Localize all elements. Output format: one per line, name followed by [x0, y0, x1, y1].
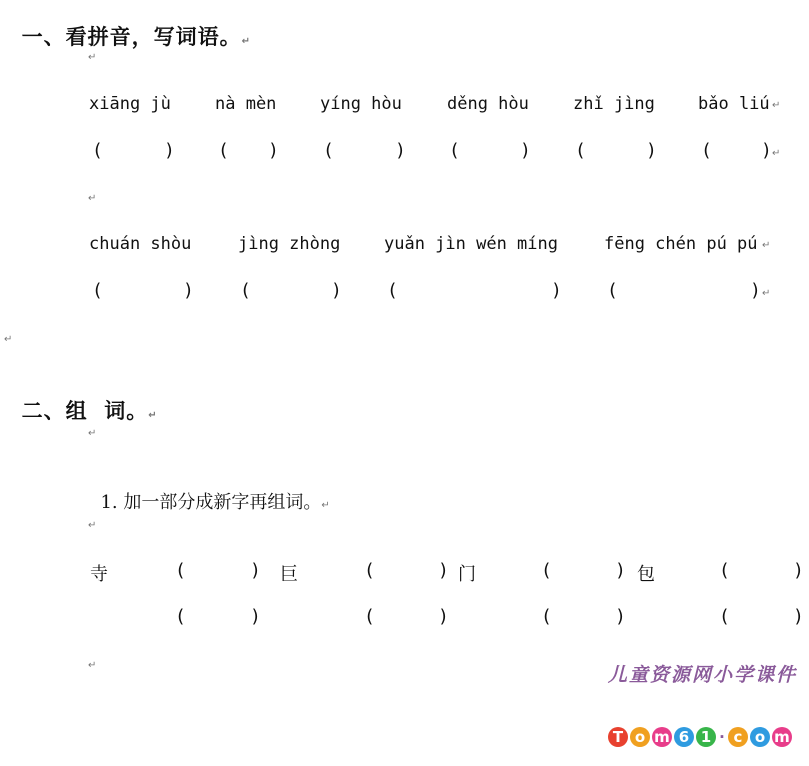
blank-close-paren: ): [520, 140, 531, 161]
watermark-letter: m: [652, 727, 672, 747]
return-mark: ↵: [4, 334, 13, 345]
blank-close-paren: ): [615, 606, 626, 627]
site-watermark-logo: [608, 622, 797, 766]
blank-close-paren: ): [438, 606, 449, 627]
watermark-letter: 6: [674, 727, 694, 747]
watermark-letter: c: [728, 727, 748, 747]
blank-close-paren: ): [551, 280, 562, 301]
base-character: 巨: [280, 564, 298, 585]
return-mark: ↵: [762, 240, 771, 251]
blank-open-paren: (: [323, 140, 334, 161]
return-mark: ↵: [772, 100, 781, 111]
blank-close-paren: ): [793, 560, 804, 581]
return-mark: ↵: [88, 193, 97, 204]
blank-open-paren: (: [92, 280, 103, 301]
blank-open-paren: (: [719, 606, 730, 627]
blank-close-paren: ): [750, 280, 761, 301]
return-mark: ↵: [148, 410, 158, 421]
blank-open-paren: (: [387, 280, 398, 301]
section2-heading-text: 二、组 词。: [21, 398, 149, 423]
blank-open-paren: (: [541, 560, 552, 581]
blank-close-paren: ): [615, 560, 626, 581]
blank-close-paren: ): [438, 560, 449, 581]
blank-open-paren: (: [701, 140, 712, 161]
blank-open-paren: (: [607, 280, 618, 301]
base-character: 门: [458, 564, 476, 585]
return-mark: ↵: [762, 288, 771, 299]
return-mark: ↵: [88, 520, 97, 531]
blank-open-paren: (: [175, 606, 186, 627]
blank-close-paren: ): [761, 140, 772, 161]
blank-close-paren: ): [395, 140, 406, 161]
watermark-title: 儿童资源网小学课件: [608, 664, 798, 686]
blank-open-paren: (: [218, 140, 229, 161]
pinyin-item: děng hòu: [447, 94, 529, 114]
return-mark: ↵: [241, 36, 252, 47]
blank-open-paren: (: [449, 140, 460, 161]
pinyin-item: zhǐ jìng: [573, 94, 655, 114]
watermark-letter: 1: [696, 727, 716, 747]
blank-close-paren: ): [793, 606, 804, 627]
pinyin-item: jìng zhòng: [238, 234, 341, 254]
blank-open-paren: (: [240, 280, 251, 301]
watermark-letter: o: [750, 727, 770, 747]
section1-heading: [5, 0, 251, 51]
question-1-text: 1. 加一部分成新字再组词。: [100, 492, 322, 513]
return-mark: ↵: [88, 428, 97, 439]
blank-close-paren: ): [268, 140, 279, 161]
base-character: 包: [637, 564, 655, 585]
blank-close-paren: ): [250, 606, 261, 627]
blank-close-paren: ): [183, 280, 194, 301]
blank-open-paren: (: [175, 560, 186, 581]
blank-open-paren: (: [541, 606, 552, 627]
return-mark: ↵: [772, 148, 781, 159]
watermark-letter: m: [772, 727, 792, 747]
return-mark: ↵: [88, 52, 97, 63]
return-mark: ↵: [88, 660, 97, 671]
question-1: [89, 467, 330, 514]
blank-close-paren: ): [164, 140, 175, 161]
return-mark: ↵: [321, 500, 330, 511]
pinyin-item: yuǎn jìn wén míng: [384, 234, 558, 254]
pinyin-item: fēng chén pú pú: [604, 234, 758, 254]
blank-open-paren: (: [364, 560, 375, 581]
pinyin-item: yíng hòu: [320, 94, 402, 114]
blank-open-paren: (: [364, 606, 375, 627]
blank-open-paren: (: [92, 140, 103, 161]
watermark-letter: o: [630, 727, 650, 747]
watermark-letter: T: [608, 727, 628, 747]
blank-open-paren: (: [719, 560, 730, 581]
section1-heading-text: 一、看拼音，写词语。: [21, 24, 242, 49]
pinyin-item: chuán shòu: [89, 234, 192, 254]
section2-heading: [5, 370, 158, 425]
blank-close-paren: ): [331, 280, 342, 301]
pinyin-item: xiāng jù: [89, 94, 171, 114]
pinyin-item: nà mèn: [215, 94, 277, 114]
pinyin-item: bǎo liú: [698, 94, 770, 114]
blank-open-paren: (: [575, 140, 586, 161]
base-character: 寺: [90, 564, 108, 585]
blank-close-paren: ): [250, 560, 261, 581]
watermark-url: [608, 727, 797, 747]
blank-close-paren: ): [646, 140, 657, 161]
watermark-letter: ·: [719, 728, 725, 746]
